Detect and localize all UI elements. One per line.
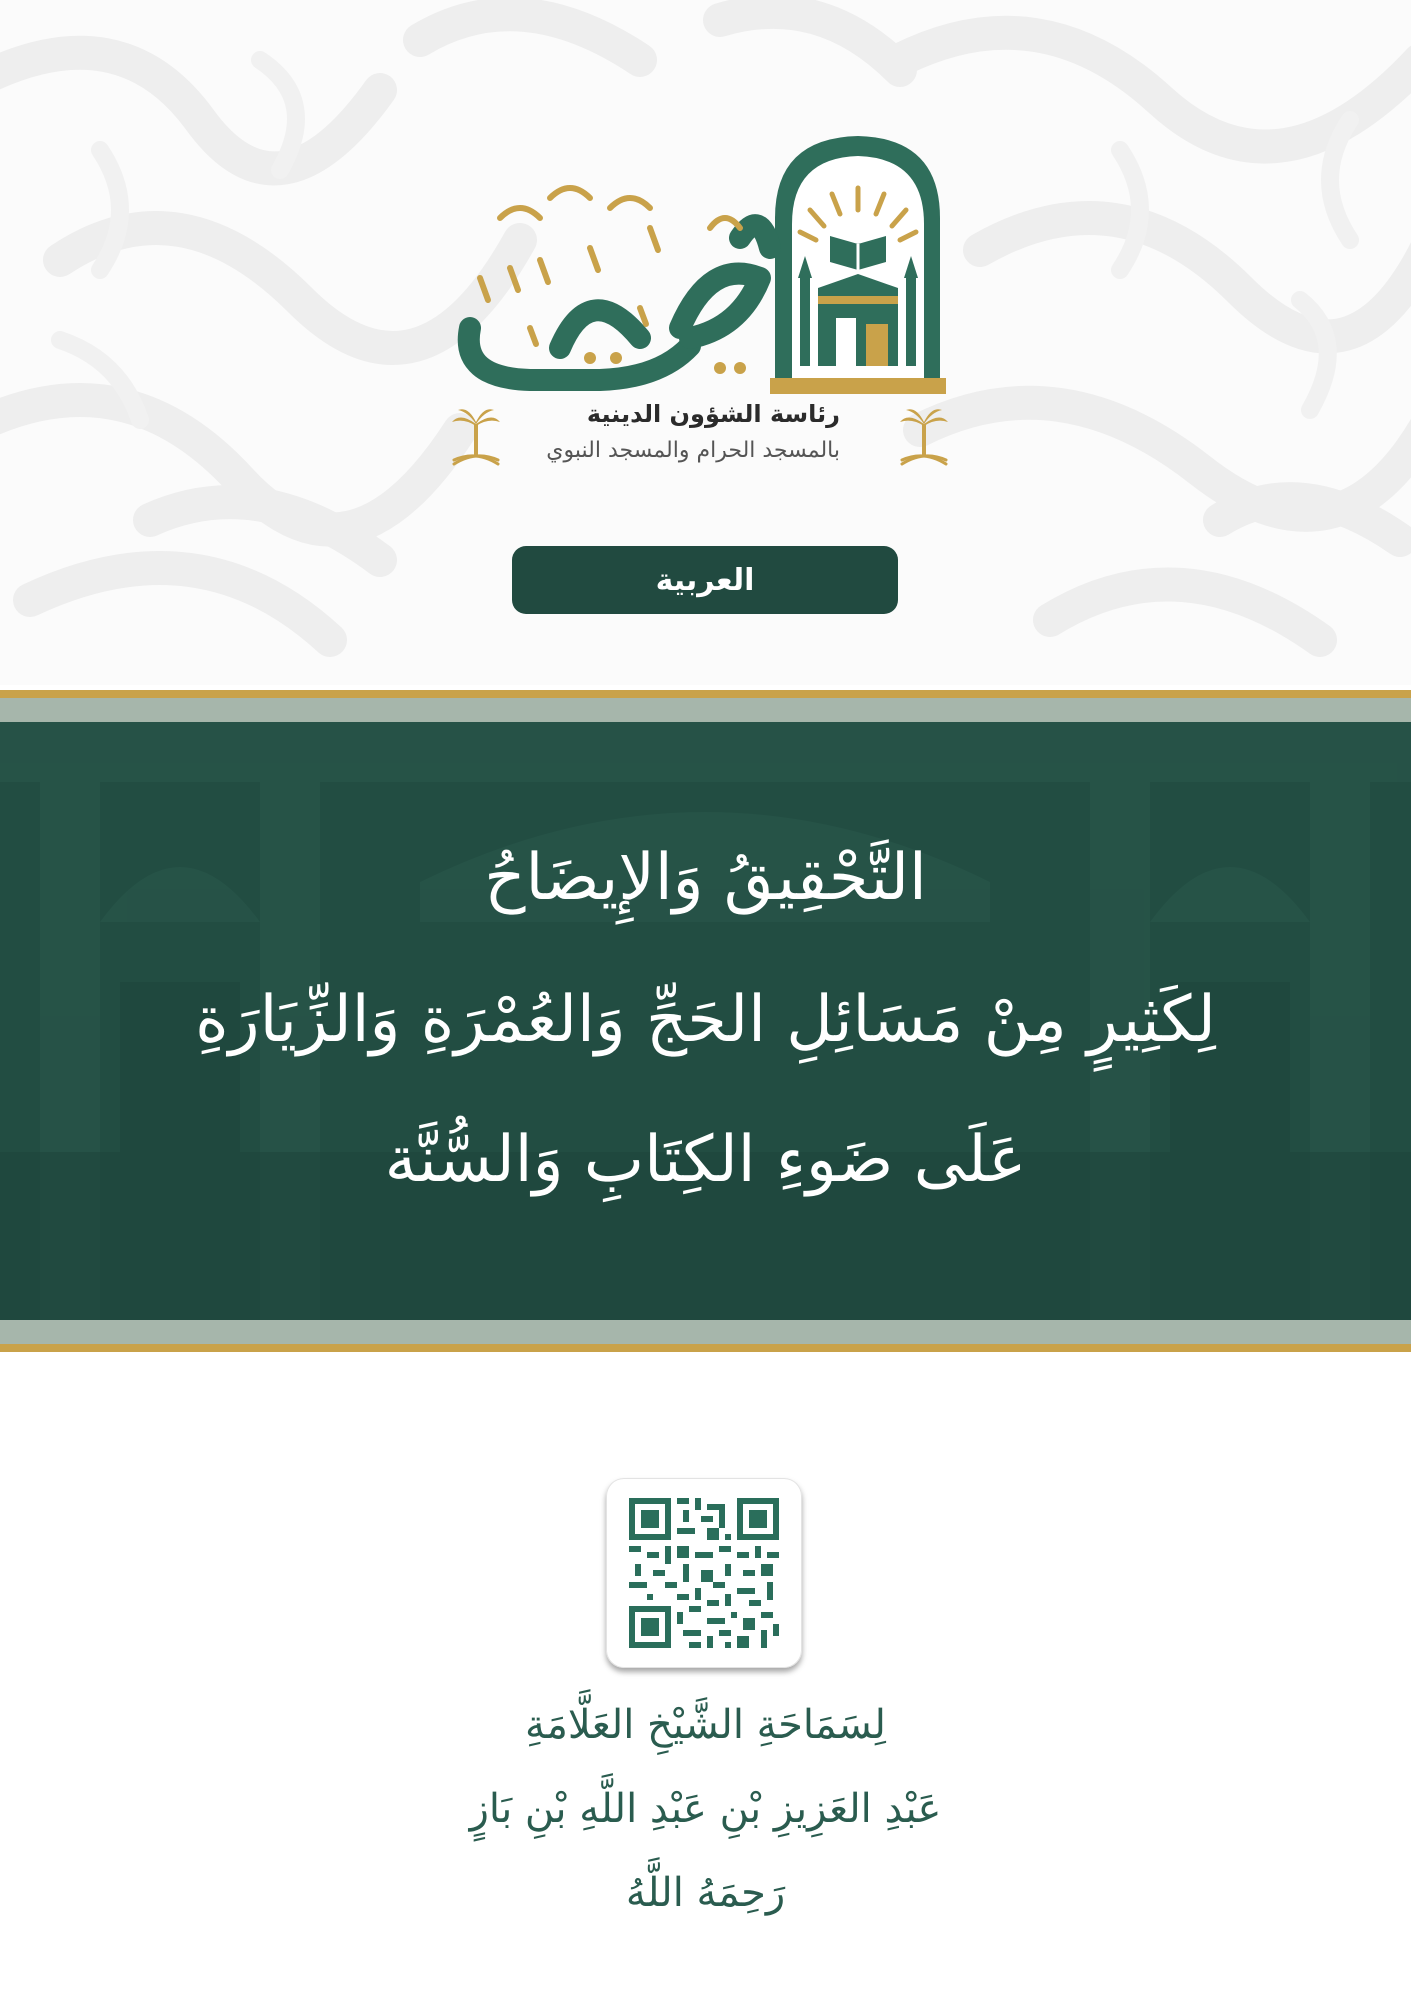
palm-swords-emblem-icon xyxy=(448,404,504,474)
sage-stripe-top xyxy=(0,698,1411,722)
author-supplication: رَحِمَهُ اللَّهُ xyxy=(625,1870,786,1916)
language-label: العربية xyxy=(655,562,755,598)
org-name-line2: بالمسجد الحرام والمسجد النبوي xyxy=(546,438,840,463)
sage-stripe-bottom xyxy=(0,1320,1411,1344)
author-line1: لِسَمَاحَةِ الشَّيْخِ العَلَّامَةِ xyxy=(525,1702,886,1748)
book-title-line1: التَّحْقِيقُ وَالإِيضَاحُ xyxy=(484,841,927,915)
author-name: عَبْدِ العَزِيزِ بْنِ عَبْدِ اللَّهِ بْنِ بَازٍ xyxy=(469,1786,942,1832)
book-title-line3: عَلَى ضَوءِ الكِتَابِ وَالسُّنَّة xyxy=(384,1123,1027,1197)
palm-swords-emblem-icon xyxy=(896,404,952,474)
gold-stripe-bottom xyxy=(0,1344,1411,1352)
haramain-logo-icon xyxy=(440,128,960,398)
org-name-line1: رئاسة الشؤون الدينية xyxy=(586,400,840,428)
qr-code-card[interactable] xyxy=(606,1478,802,1668)
language-badge xyxy=(512,546,898,614)
haramain-logo xyxy=(440,128,960,398)
qr-code-icon xyxy=(628,1498,780,1648)
book-title-line2: لِكَثِيرٍ مِنْ مَسَائِلِ الحَجِّ وَالعُمْرَةِ وَالزِّيَارَةِ xyxy=(195,983,1216,1057)
gold-stripe-top xyxy=(0,690,1411,698)
organization-block xyxy=(440,400,960,480)
